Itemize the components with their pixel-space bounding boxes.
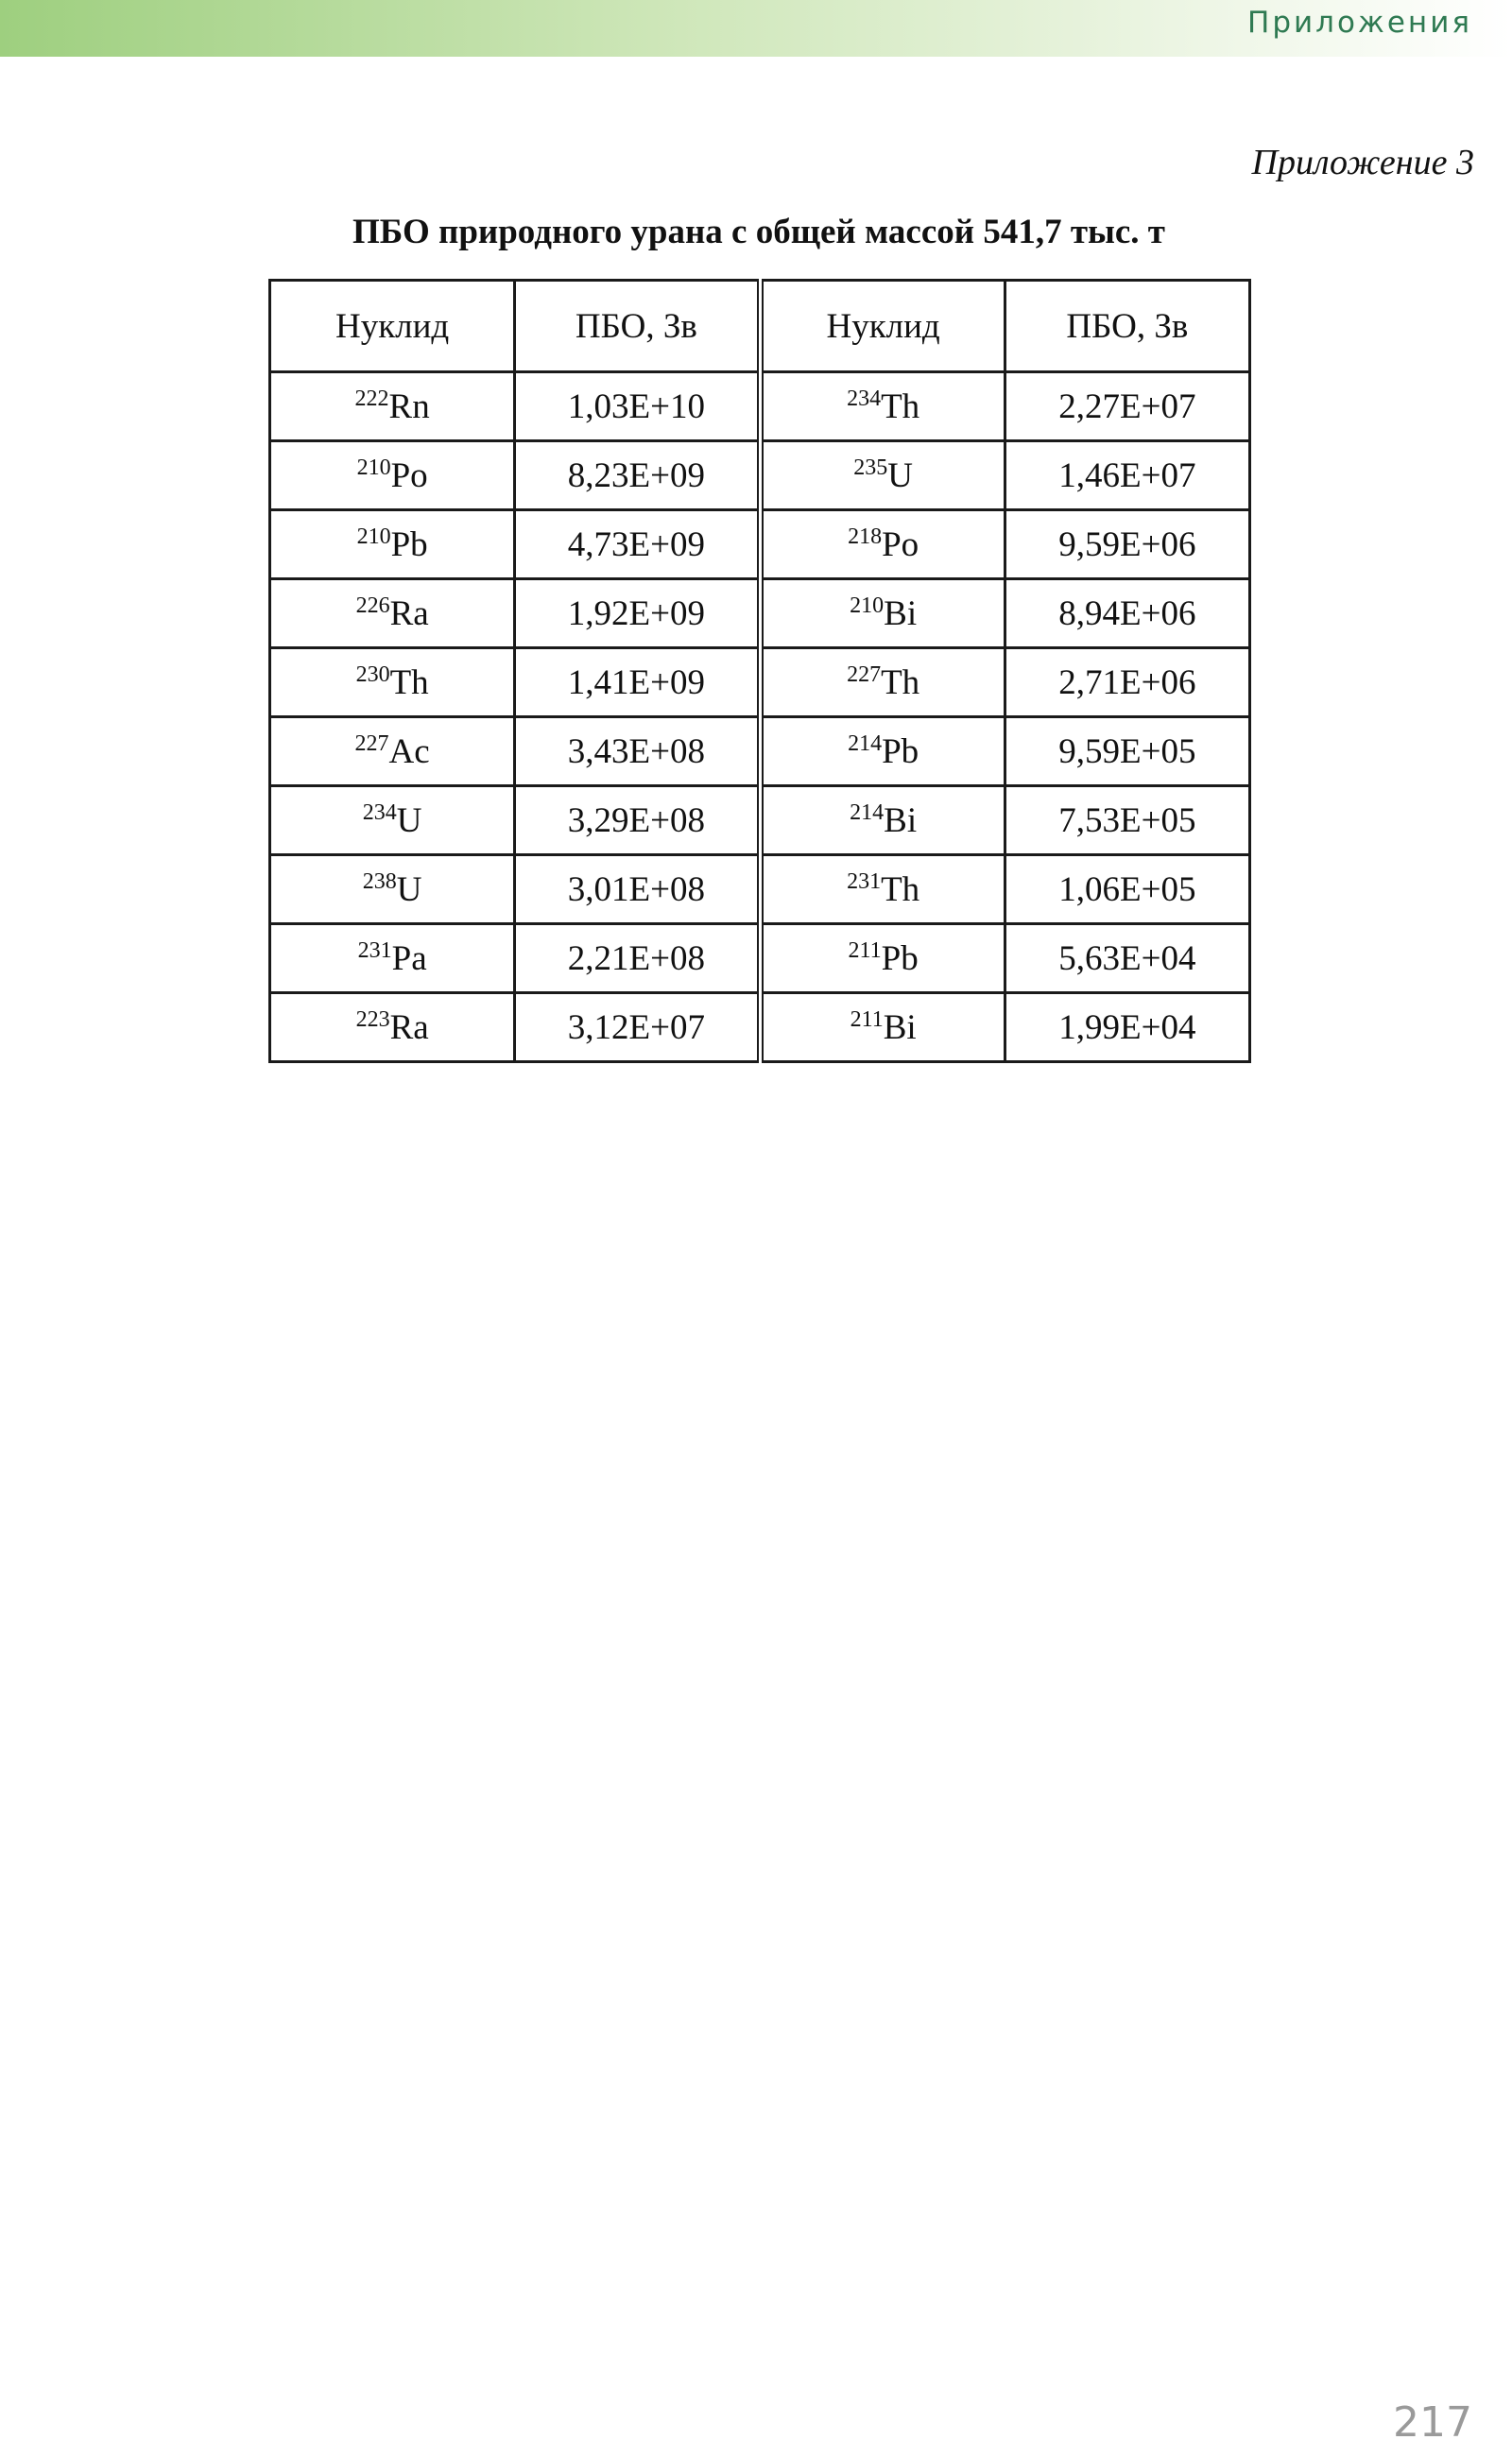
dose-value-cell: 8,94E+06 xyxy=(1005,579,1249,648)
nuclide-cell xyxy=(760,786,1005,855)
col-header-dose: ПБО, Зв xyxy=(515,281,760,372)
dose-value-cell: 1,46E+07 xyxy=(1005,441,1249,510)
element-symbol: Ra xyxy=(389,593,429,633)
dose-value-cell: 9,59E+05 xyxy=(1005,717,1249,786)
table-title: ПБО природного урана с общей массой 541,7 тыс. т xyxy=(352,213,1165,251)
element-symbol: Po xyxy=(882,524,919,564)
table-row xyxy=(270,786,1250,855)
element-symbol: Pb xyxy=(881,938,919,978)
mass-number: 214 xyxy=(850,799,885,825)
mass-number: 222 xyxy=(354,386,389,411)
element-symbol: Pb xyxy=(390,524,428,564)
mass-number: 214 xyxy=(848,730,883,756)
mass-number: 211 xyxy=(848,937,882,963)
element-symbol: Ac xyxy=(388,731,430,771)
table-row xyxy=(270,579,1250,648)
dose-value-cell: 1,99E+04 xyxy=(1005,993,1249,1062)
dose-value-cell: 1,03E+10 xyxy=(515,372,760,441)
nuclide-cell xyxy=(270,372,515,441)
nuclide-cell xyxy=(760,717,1005,786)
table-row xyxy=(270,372,1250,441)
col-header-nuclide: Нуклид xyxy=(760,281,1005,372)
table-row xyxy=(270,855,1250,924)
dose-value-cell: 3,43E+08 xyxy=(515,717,760,786)
mass-number: 227 xyxy=(847,662,882,687)
dose-value-cell: 4,73E+09 xyxy=(515,510,760,579)
element-symbol: Pa xyxy=(391,938,427,978)
table-row xyxy=(270,924,1250,993)
element-symbol: U xyxy=(396,800,422,840)
table-header-row xyxy=(270,281,1250,372)
mass-number: 210 xyxy=(356,455,391,480)
element-symbol: Bi xyxy=(884,593,918,633)
table-row xyxy=(270,648,1250,717)
nuclide-cell xyxy=(270,993,515,1062)
mass-number: 223 xyxy=(355,1006,390,1032)
col-header-nuclide: Нуклид xyxy=(270,281,515,372)
dose-value-cell: 7,53E+05 xyxy=(1005,786,1249,855)
element-symbol: Po xyxy=(390,455,428,495)
appendix-label: Приложение 3 xyxy=(1251,143,1474,182)
element-symbol: Pb xyxy=(882,731,919,771)
element-symbol: Rn xyxy=(388,387,430,426)
dose-value-cell: 1,06E+05 xyxy=(1005,855,1249,924)
element-symbol: U xyxy=(396,869,422,909)
nuclide-cell xyxy=(760,648,1005,717)
nuclide-cell xyxy=(760,579,1005,648)
mass-number: 210 xyxy=(356,524,391,549)
mass-number: 227 xyxy=(354,730,389,756)
nuclide-cell xyxy=(760,441,1005,510)
element-symbol: Bi xyxy=(883,1007,917,1047)
nuclide-cell xyxy=(270,441,515,510)
table-row xyxy=(270,993,1250,1062)
mass-number: 234 xyxy=(362,799,397,825)
mass-number: 231 xyxy=(357,937,392,963)
element-symbol: Ra xyxy=(389,1007,429,1047)
dose-value-cell: 1,41E+09 xyxy=(515,648,760,717)
mass-number: 234 xyxy=(847,386,882,411)
dose-value-cell: 2,71E+06 xyxy=(1005,648,1249,717)
table-body xyxy=(270,372,1250,1062)
dose-value-cell: 3,01E+08 xyxy=(515,855,760,924)
mass-number: 210 xyxy=(850,593,885,618)
mass-number: 235 xyxy=(853,455,888,480)
element-symbol: Th xyxy=(881,387,920,426)
mass-number: 218 xyxy=(848,524,883,549)
element-symbol: Th xyxy=(881,662,920,702)
dose-value-cell: 1,92E+09 xyxy=(515,579,760,648)
element-symbol: U xyxy=(887,455,913,495)
nuclide-cell xyxy=(760,855,1005,924)
dose-value-cell: 5,63E+04 xyxy=(1005,924,1249,993)
dose-value-cell: 3,29E+08 xyxy=(515,786,760,855)
nuclide-cell xyxy=(270,717,515,786)
nuclide-cell xyxy=(760,924,1005,993)
nuclide-cell xyxy=(760,372,1005,441)
mass-number: 231 xyxy=(847,868,882,894)
table-row xyxy=(270,510,1250,579)
mass-number: 230 xyxy=(355,662,390,687)
mass-number: 226 xyxy=(355,593,390,618)
nuclide-cell xyxy=(270,924,515,993)
dose-value-cell: 2,21E+08 xyxy=(515,924,760,993)
dose-value-cell: 9,59E+06 xyxy=(1005,510,1249,579)
col-header-dose: ПБО, Зв xyxy=(1005,281,1249,372)
dose-value-cell: 8,23E+09 xyxy=(515,441,760,510)
nuclide-dose-table xyxy=(268,279,1251,1063)
dose-value-cell: 3,12E+07 xyxy=(515,993,760,1062)
mass-number: 238 xyxy=(362,868,397,894)
table-row xyxy=(270,441,1250,510)
section-label: Приложения xyxy=(1247,6,1472,40)
mass-number: 211 xyxy=(850,1006,884,1032)
nuclide-cell xyxy=(270,786,515,855)
nuclide-cell xyxy=(270,510,515,579)
element-symbol: Th xyxy=(881,869,920,909)
nuclide-cell xyxy=(270,579,515,648)
table-row xyxy=(270,717,1250,786)
page-number: 217 xyxy=(1393,2398,1472,2447)
element-symbol: Bi xyxy=(884,800,918,840)
element-symbol: Th xyxy=(389,662,429,702)
nuclide-cell xyxy=(760,993,1005,1062)
nuclide-cell xyxy=(760,510,1005,579)
nuclide-cell xyxy=(270,648,515,717)
nuclide-cell xyxy=(270,855,515,924)
dose-value-cell: 2,27E+07 xyxy=(1005,372,1249,441)
